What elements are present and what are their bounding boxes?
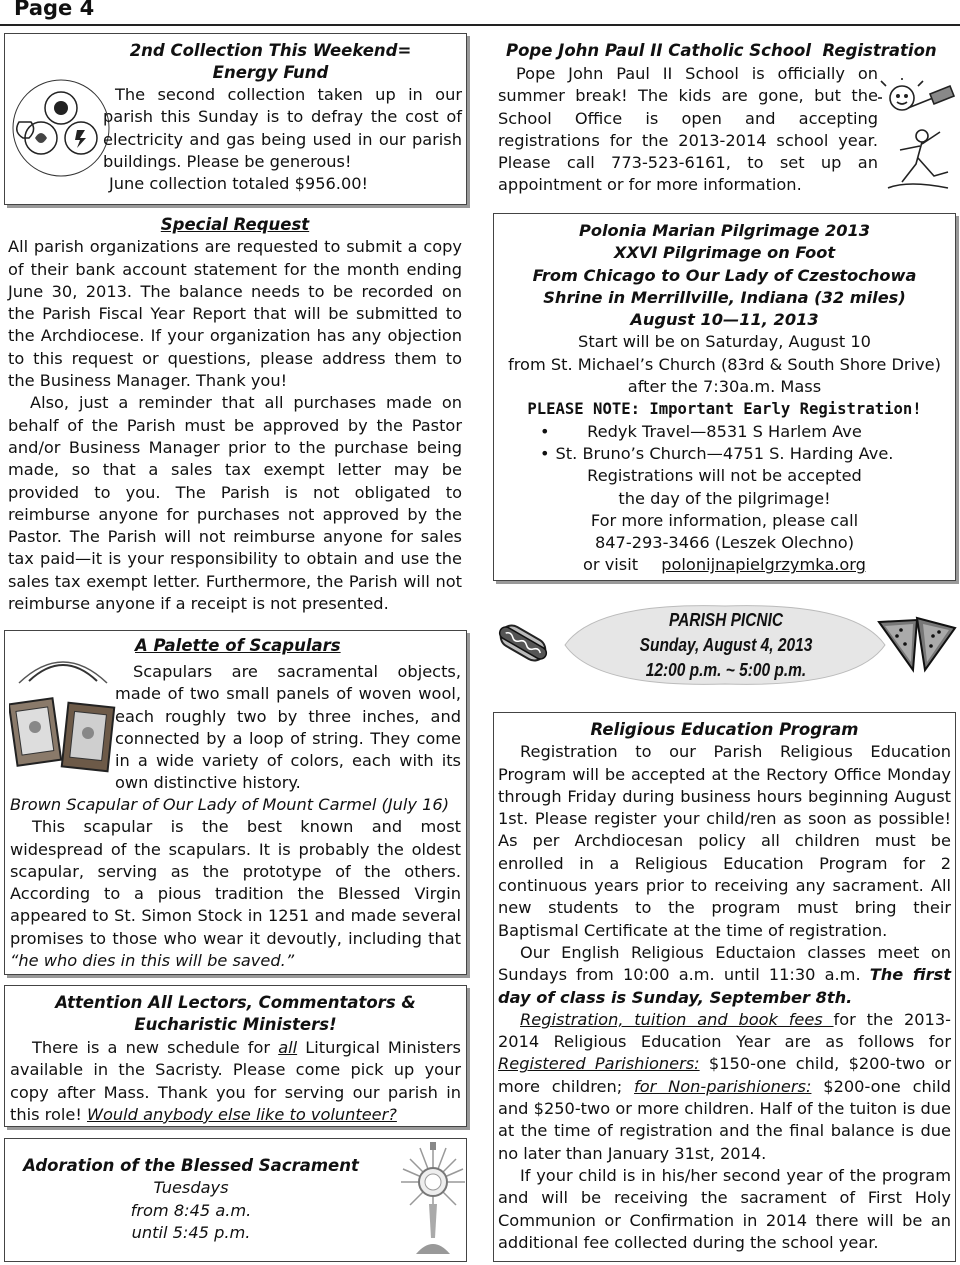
lectors-box [4, 985, 467, 1127]
scapular-title: A Palette of Scapulars [135, 636, 341, 655]
school-body: Pope John Paul II School is officially on summer break! The kids are gone, but the School Office is open and accepting registrations for the 2013-2014 school year. Please call 773-523-6161, to set up an appointment or for more information. [498, 64, 878, 195]
school-section [496, 40, 956, 205]
religious-p3 [498, 1009, 951, 1165]
lectors-body-b: Liturgical Ministers available in the Sacristy. Please come pick up your copy after Mass. Thank you for serving our parish in this role! [10, 1038, 461, 1124]
pilgrimage-box [493, 213, 956, 581]
energy-fund-box [4, 33, 467, 205]
kid-sun-image [878, 78, 956, 198]
pilgrimage-note: PLEASE NOTE: Important Early Registration! [527, 400, 922, 419]
picnic-section [493, 596, 960, 696]
bullet-dot-icon: • [540, 443, 550, 463]
energy-title-line2: Energy Fund [212, 63, 329, 83]
hotdog-icon [495, 618, 551, 668]
lectors-body-a: There is a new schedule for [32, 1038, 279, 1057]
non-parishioners-label: for Non-parishioners: [634, 1076, 812, 1096]
registered-parishioners-label: Registered Parishioners: [498, 1054, 700, 1074]
pilgrimage-visit-label: or visit [583, 555, 639, 575]
religious-p4: If your child is in his/her second year of the program and will be receiving the sacrament of First Holy Communion or Confirmation in 2014 there will be an additional fee collected during the school year. [498, 1165, 951, 1252]
religious-title: Religious Education Program [590, 720, 859, 739]
header-rule [0, 24, 960, 26]
school-title: Pope John Paul II Catholic School Registration [506, 41, 937, 60]
pilgrimage-line6: For more information, please call [590, 510, 859, 530]
picnic-date: Sunday, August 4, 2013 [639, 635, 813, 655]
pilgrimage-title4: Shrine in Merrillville, Indiana (32 miles) [543, 287, 906, 307]
energy-title-line1: 2nd Collection This Weekend= [129, 41, 412, 60]
lectors-body-all: all [278, 1038, 298, 1057]
picnic-title: PARISH PICNIC [668, 610, 784, 630]
pilgrimage-line2: from St. Michael’s Church (83rd & South Shore Drive) [508, 354, 941, 374]
religious-education-box [493, 712, 956, 1262]
pilgrimage-title3: From Chicago to Our Lady of Czestochowa [532, 265, 917, 285]
pilgrimage-bullet-2 [496, 443, 953, 465]
watermelon-icon [877, 614, 957, 676]
religious-fees-label: Registration, tuition and book fees [520, 1009, 834, 1029]
pilgrimage-title2: XXVI Pilgrimage on Foot [613, 243, 836, 263]
adoration-box [4, 1138, 467, 1262]
religious-p2 [498, 942, 951, 1009]
pilgrimage-line4: Registrations will not be accepted [587, 466, 862, 486]
scapular-image [9, 661, 117, 791]
religious-p2-text: Our English Religious Eductaion classes meet on Sundays from 10:00 a.m. until 11:30 a.m. [498, 942, 951, 985]
pilgrimage-website-link[interactable]: polonijnapielgrzymka.org [661, 555, 866, 575]
pilgrimage-line3: after the 7:30a.m. Mass [627, 377, 822, 397]
pilgrimage-line5: the day of the pilgrimage! [618, 488, 831, 508]
pilgrimage-line8 [496, 554, 953, 576]
pilgrimage-bullet-2-text: St. Bruno’s Church—4751 S. Harding Ave. [555, 443, 894, 463]
scapular-quote: “he who dies in this will be saved.” [10, 951, 295, 971]
picnic-time: 12:00 p.m. ~ 5:00 p.m. [645, 660, 807, 680]
non-parishioner-fees: $200-one child and $250-two or more children. Half of the tuiton is due at the time of registration and the final balance is due no later than January 31st, 2014. [498, 1076, 951, 1163]
page-label: Page 4 [14, 0, 95, 20]
special-request-section [8, 214, 462, 615]
energy-icons-image [11, 78, 111, 178]
pilgrimage-title5: August 10—11, 2013 [630, 310, 819, 330]
energy-total: June collection totaled $956.00! [109, 174, 369, 194]
special-request-p1: All parish organizations are requested to submit a copy of their bank account statement for the month ending June 30, 2013. The balance needs to be recorded on the Parish Fiscal Year Report that will be submitted to the Archdiocese. If your organization has any objection to this request or questions, please address them to the Business Manager. Thank you! [8, 237, 462, 391]
volunteer-link[interactable]: Would anybody else like to volunteer? [86, 1104, 397, 1124]
scapular-box [4, 630, 467, 975]
pilgrimage-bullet-1-text: Redyk Travel—8531 S Harlem Ave [587, 421, 862, 441]
lectors-title-line1: Attention All Lectors, Commentators & [55, 993, 416, 1012]
religious-fees-text: for the 2013-2014 Religious Education Year are as follows for [498, 1009, 951, 1052]
pilgrimage-title1: Polonia Marian Pilgrimage 2013 [578, 221, 871, 240]
religious-first-day: The first day of class is Sunday, September 8th. [498, 965, 952, 1007]
bullet-dot-icon: • [540, 421, 550, 441]
scapular-intro: Scapulars are sacramental objects, made of two small panels of woven wool, each roughly two by three inches, and connected by a loop of string. They come in a wide variety of colors, each with its own distinctive history. [115, 662, 461, 793]
scapular-subtitle: Brown Scapular of Our Lady of Mount Carmel (July 16) [10, 795, 450, 814]
energy-body: The second collection taken up in our parish this Sunday is to defray the cost of electricity and gas being used in our parish buildings. Please be generous! [103, 85, 462, 171]
adoration-title: Adoration of the Blessed Sacrament [23, 1156, 359, 1175]
religious-p1: Registration to our Parish Religious Education Program will be accepted at the Rectory Office Monday through Friday during business hours beginning August 1st. Please register your child/ren as soon as possible! As per Archdiocesan policy all children must be enrolled in a Religious Education Program for 2 continuous years prior to receiving any sacrament. All new students to the program must bring their Baptismal Certificate at the time of registration. [498, 742, 951, 940]
special-request-p2: Also, just a reminder that all purchases made on behalf of the Parish must be approved by the Pastor and/or Business Manager prior to the purchase being made, so that a sales tax exempt letter may be provided to you. The Parish is not obligated to reimburse anyone for purchases not approved by the Pastor. The Parish will not reimburse anyone for sales tax paid—it is your responsibility to obtain and use the sales tax exempt letter. Furthermore, the Parish will not reimburse anyone if a receipt is not presented. [8, 393, 462, 614]
adoration-until: until 5:45 p.m. [131, 1222, 251, 1242]
lectors-body [10, 1037, 461, 1126]
adoration-from: from 8:45 a.m. [130, 1200, 252, 1220]
special-request-title: Special Request [160, 215, 310, 234]
pilgrimage-line1: Start will be on Saturday, August 10 [578, 332, 871, 352]
scapular-body-text: This scapular is the best known and most widespread of the scapulars. It is probably the oldest scapular, serving as the prototype of the others. According to a pious tradition the Blessed Virgin appeared to St. Simon Stock in 1251 and made several promises to those who wear it devoutly, including that [10, 817, 461, 948]
scapular-body [10, 816, 461, 972]
pilgrimage-line7: 847-293-3466 (Leszek Olechno) [594, 533, 855, 553]
adoration-day: Tuesdays [153, 1178, 229, 1198]
monstrance-image [398, 1142, 468, 1260]
pilgrimage-bullet-1 [496, 421, 953, 443]
lectors-title-line2: Eucharistic Ministers! [134, 1015, 337, 1035]
registered-fees: $150-one child, $200-two or more children; [498, 1054, 951, 1096]
